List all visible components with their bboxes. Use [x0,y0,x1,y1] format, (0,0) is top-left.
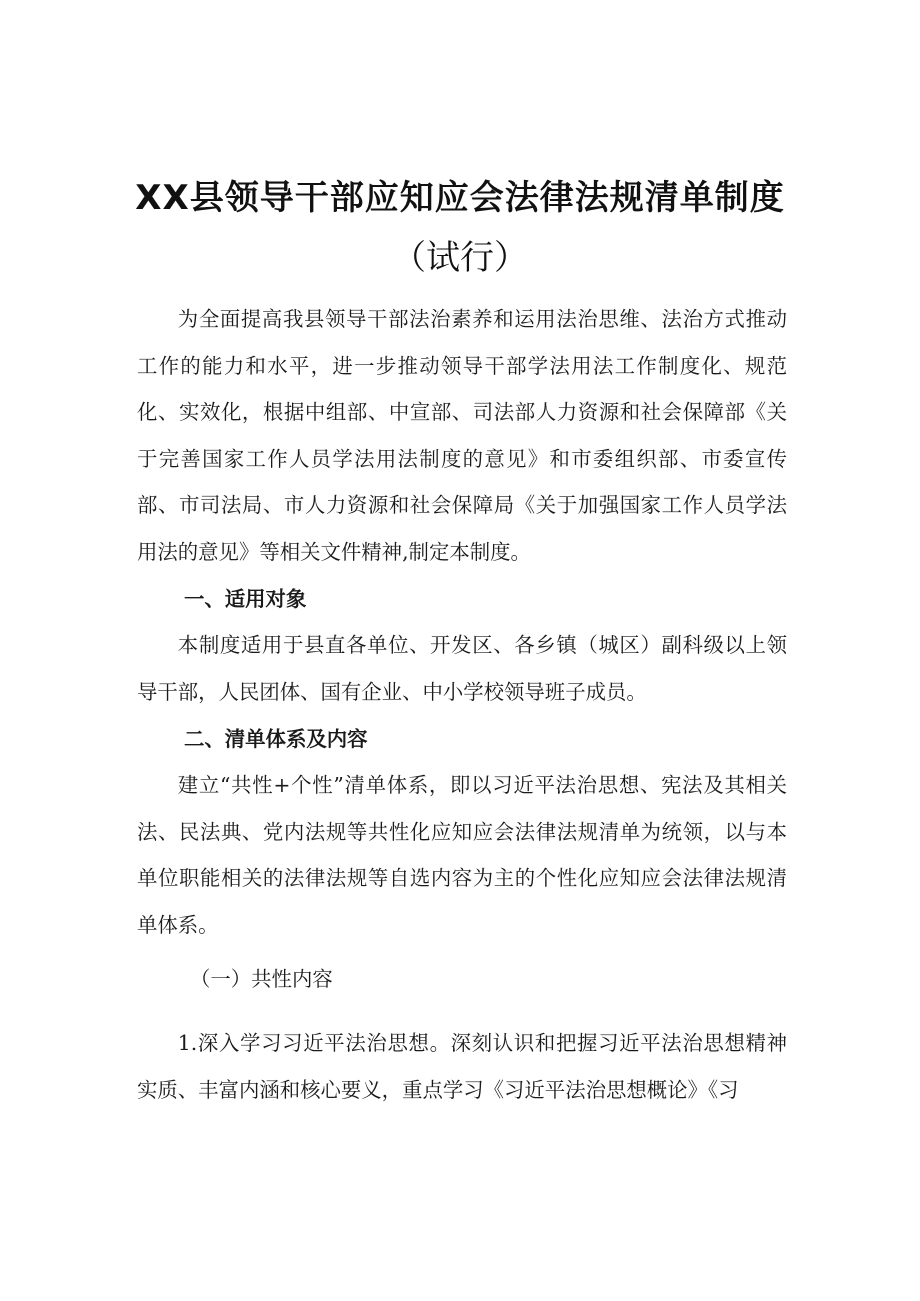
document-title: XX县领导干部应知应会法律法规清单制度 [135,178,785,218]
section-heading-applicable-scope: 一、适用对象 [184,587,307,611]
section-paragraph-applicable-scope: 本制度适用于县直各单位、开发区、各乡镇（城区）副科级以上领导干部，人民团体、国有企业、中小学校领导班子成员。 [137,633,787,704]
subsection-heading-common-content: （一）共性内容 [190,967,333,991]
document-subtitle: （试行） [392,238,528,278]
intro-paragraph: 为全面提高我县领导干部法治素养和运用法治思维、法治方式推动工作的能力和水平，进一步推动领导干部学法用法工作制度化、规范化、实效化，根据中组部、中宣部、司法部人力资源和社会保障部《关于完善国家工作人员学法用法制度的意见》和市委组织部、市委宣传部、市司法局、市人力资源和社会保障局《关于加强国家工作人员学法用法的意见》等相关文件精神,制定本制度。 [137,307,787,564]
section-heading-list-system: 二、清单体系及内容 [184,727,368,751]
item-paragraph-1: 1.深入学习习近平法治思想。深刻认识和把握习近平法治思想精神实质、丰富内涵和核心要义，重点学习《习近平法治思想概论》《习 [137,1031,787,1102]
section-paragraph-list-system: 建立“共性+个性”清单体系，即以习近平法治思想、宪法及其相关法、民法典、党内法规等共性化应知应会法律法规清单为统领，以与本单位职能相关的法律法规等自选内容为主的个性化应知应会法律法规清单体系。 [137,773,787,937]
